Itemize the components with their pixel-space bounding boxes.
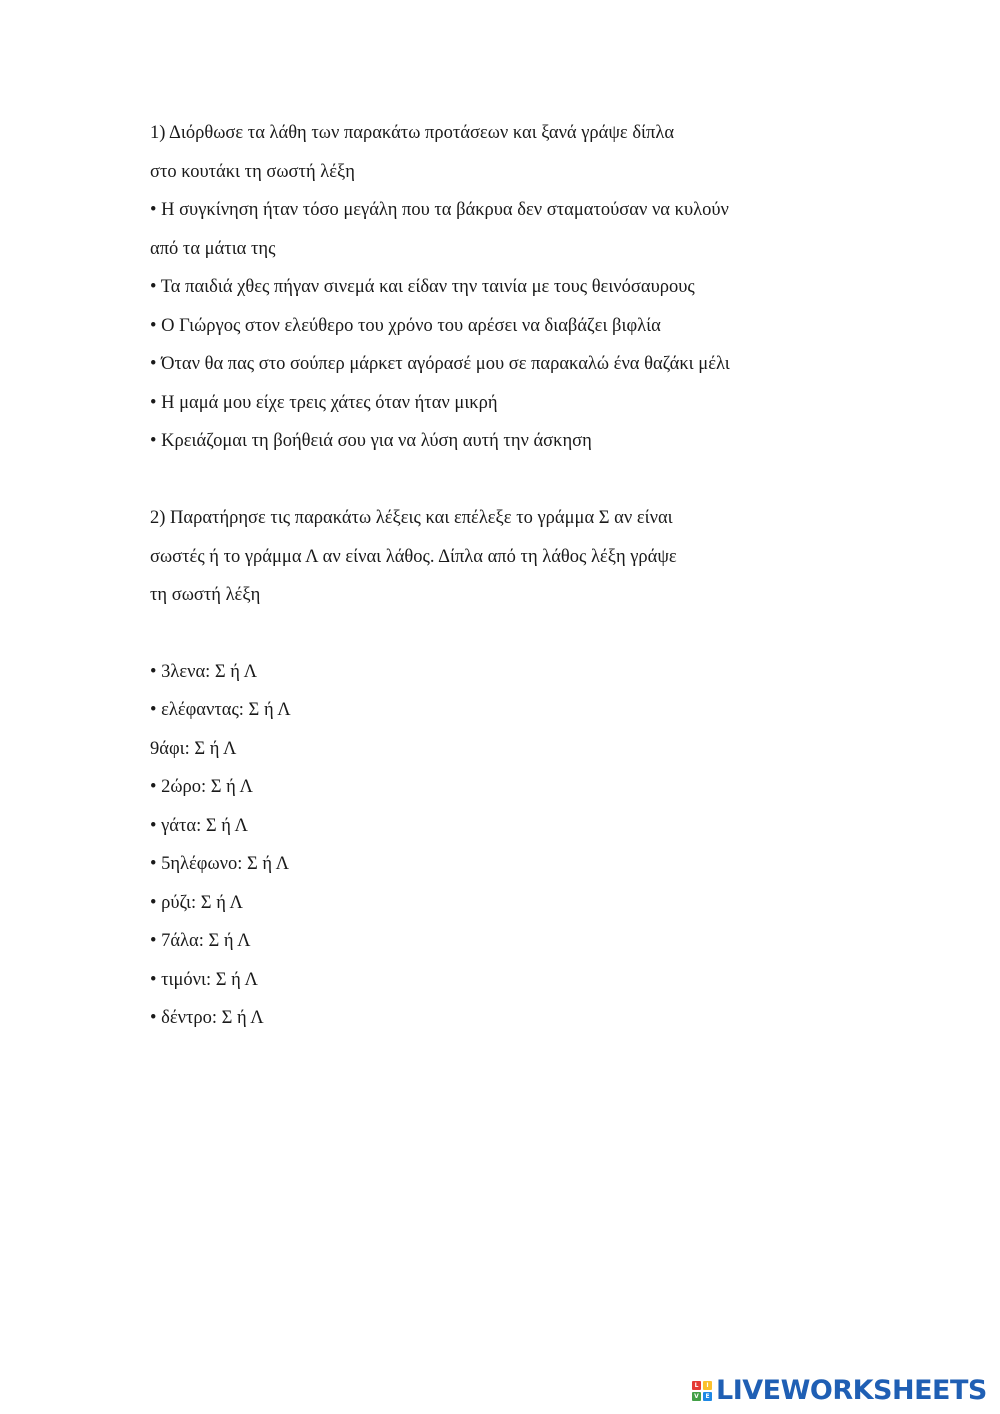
exercise2-item: • 7άλα: Σ ή Λ <box>150 931 251 951</box>
exercise2-item: • 3λενα: Σ ή Λ <box>150 662 257 682</box>
exercise1-sentence-3: • Ο Γιώργος στον ελεύθερο του χρόνο του αρέσει να διαβάζει βιφλία <box>150 316 661 336</box>
exercise1-sentence-2: • Τα παιδιά χθες πήγαν σινεμά και είδαν την ταινία με τους θεινόσαυρους <box>150 277 695 297</box>
exercise2-item: • ελέφαντας: Σ ή Λ <box>150 700 291 720</box>
exercise2-item: • 5ηλέφωνο: Σ ή Λ <box>150 854 290 874</box>
logo-text: LIVEWORKSHEETS <box>716 1375 987 1406</box>
exercise2-item: 9άφι: Σ ή Λ <box>150 739 237 759</box>
exercise2-instruction-line3: τη σωστή λέξη <box>150 585 261 605</box>
exercise1-sentence-1: • Η συγκίνηση ήταν τόσο μεγάλη που τα βάκρυα δεν σταματούσαν να κυλούν <box>150 200 729 220</box>
exercise2-item: • δέντρο: Σ ή Λ <box>150 1008 264 1028</box>
liveworksheets-logo <box>692 1376 987 1406</box>
logo-mark-square: V <box>692 1392 701 1401</box>
exercise2-instruction-line2: σωστές ή το γράμμα Λ αν είναι λάθος. Δίπλα από τη λάθος λέξη γράψε <box>150 547 677 567</box>
logo-mark-icon <box>692 1381 712 1401</box>
exercise2-instruction-line1: 2) Παρατήρησε τις παρακάτω λέξεις και επέλεξε το γράμμα Σ αν είναι <box>150 508 673 528</box>
logo-mark-square: I <box>703 1381 712 1390</box>
logo-mark-square: E <box>703 1392 712 1401</box>
exercise1-sentence-1-cont: από τα μάτια της <box>150 239 276 259</box>
exercise1-sentence-4: • Όταν θα πας στο σούπερ μάρκετ αγόρασέ μου σε παρακαλώ ένα θαζάκι μέλι <box>150 354 730 374</box>
exercise2-item: • τιμόνι: Σ ή Λ <box>150 970 258 990</box>
exercise2-item: • γάτα: Σ ή Λ <box>150 816 248 836</box>
exercise1-instruction-line1: 1) Διόρθωσε τα λάθη των παρακάτω προτάσεων και ξανά γράψε δίπλα <box>150 123 675 143</box>
exercise1-sentence-6: • Κρειάζομαι τη βοήθειά σου για να λύση αυτή την άσκηση <box>150 431 592 451</box>
exercise1-instruction-line2: στο κουτάκι τη σωστή λέξη <box>150 162 355 182</box>
exercise1-sentence-5: • Η μαμά μου είχε τρεις χάτες όταν ήταν μικρή <box>150 393 498 413</box>
exercise2-item: • ρύζι: Σ ή Λ <box>150 893 243 913</box>
exercise2-item: • 2ώρο: Σ ή Λ <box>150 777 253 797</box>
logo-mark-square: L <box>692 1381 701 1390</box>
